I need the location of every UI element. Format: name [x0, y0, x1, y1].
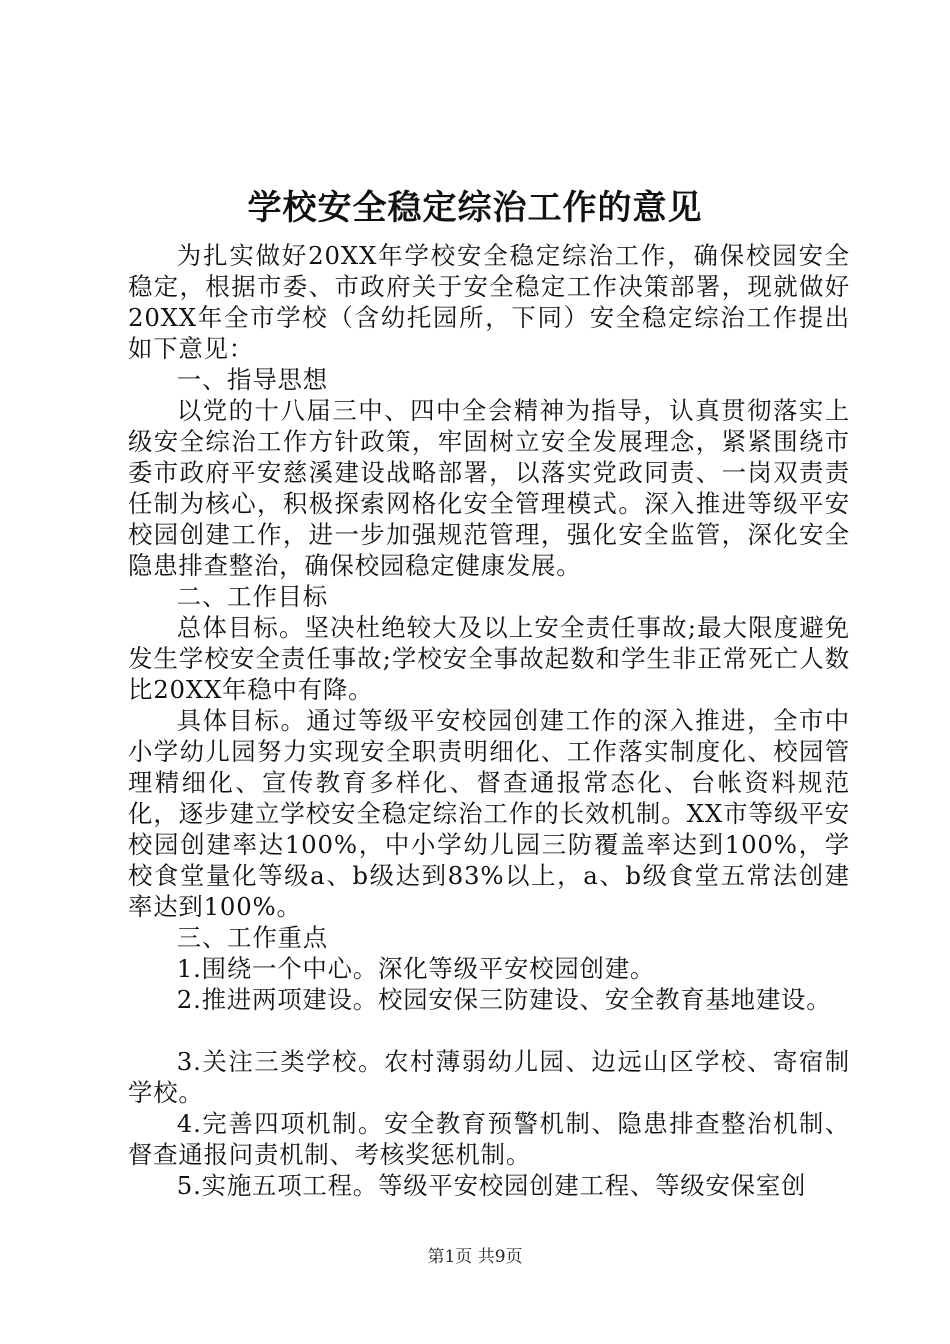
section-heading-work-focus: 三、工作重点 — [176, 923, 328, 952]
section-heading-guiding-ideology: 一、指导思想 — [176, 365, 328, 394]
specific-goal-paragraph: 具体目标。通过等级平安校园创建工作的深入推进，全市中小学幼儿园努力实现安全职责明细化、工作落实制度化、校园管理精细化、宣传教育多样化、督查通报常态化、台帐资料规范化，逐步建立学校安全稳定综治工作的长效机制。XX市等级平安校园创建率达100%，中小学幼儿园三防覆盖率达到100%，学校食堂量化等级a、b级达到83%以上，a、b级食堂五常法创建率达到100%。 — [128, 706, 850, 921]
work-focus-item-5: 5.实施五项工程。等级平安校园创建工程、等级安保室创 — [176, 1171, 807, 1200]
work-focus-item-2: 2.推进两项建设。校园安保三防建设、安全教育基地建设。 — [176, 985, 832, 1014]
work-focus-item-1: 1.围绕一个中心。深化等级平安校园创建。 — [176, 954, 656, 983]
work-focus-item-3: 3.关注三类学校。农村薄弱幼儿园、边远山区学校、寄宿制学校。 — [128, 1047, 850, 1107]
document-title: 学校安全稳定综治工作的意见 — [247, 188, 703, 228]
work-focus-item-4: 4.完善四项机制。安全教育预警机制、隐患排查整治机制、督查通报问责机制、考核奖惩机制。 — [128, 1109, 850, 1169]
intro-paragraph: 为扎实做好20XX年学校安全稳定综治工作，确保校园安全稳定，根据市委、市政府关于安全稳定工作决策部署，现就做好20XX年全市学校（含幼托园所，下同）安全稳定综治工作提出如下意见： — [128, 241, 850, 363]
section-heading-work-goals: 二、工作目标 — [176, 582, 328, 611]
page-footer: 第1页 共9页 — [427, 1247, 523, 1267]
document-body — [128, 180, 850, 1201]
general-goal-paragraph: 总体目标。坚决杜绝较大及以上安全责任事故;最大限度避免发生学校安全责任事故;学校安全事故起数和学生非正常死亡人数比20XX年稳中有降。 — [128, 613, 850, 704]
blank-line — [128, 1015, 850, 1046]
guiding-ideology-paragraph: 以党的十八届三中、四中全会精神为指导，认真贯彻落实上级安全综治工作方针政策，牢固树立安全发展理念，紧紧围绕市委市政府平安慈溪建设战略部署，以落实党政同责、一岗双责责任制为核心，积极探索网格化安全管理模式。深入推进等级平安校园创建工作，进一步加强规范管理，强化安全监管，深化安全隐患排查整治，确保校园稳定健康发展。 — [128, 396, 850, 580]
document-text — [128, 240, 850, 1201]
